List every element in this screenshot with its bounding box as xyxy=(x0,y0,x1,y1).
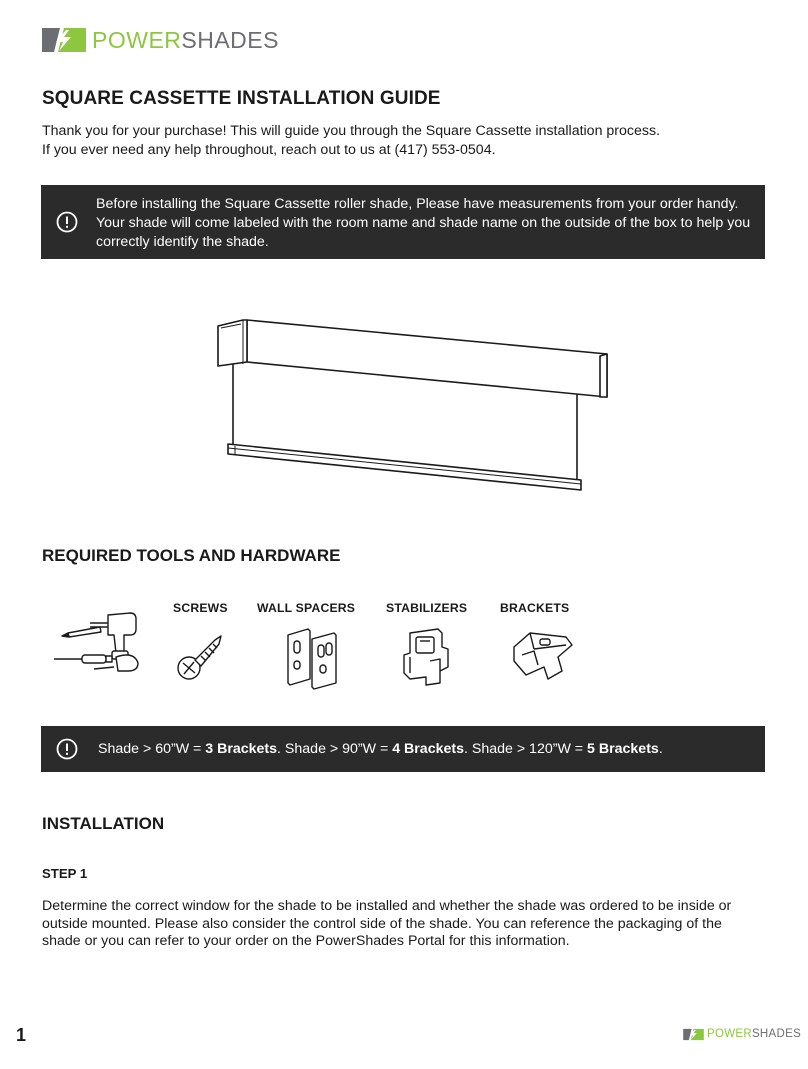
exclamation-circle-icon xyxy=(56,738,78,760)
measurement-notice-text: Before installing the Square Cassette roller shade, Please have measurements from your order handy. Your shade will come labeled with the room name and shade name on the outside of the box to help you correctly identify the shade. xyxy=(96,196,751,250)
wall-spacers-label: WALL SPACERS xyxy=(257,601,356,615)
intro-line-1: Thank you for your purchase! This will guide you through the Square Cassette installation process. xyxy=(42,123,661,139)
rule-60-brackets: 3 Brackets xyxy=(205,741,278,757)
rule-90-brackets: 4 Brackets xyxy=(392,741,464,757)
measurement-notice-banner xyxy=(41,185,765,259)
square-cassette-shade-illustration xyxy=(215,318,615,498)
page-title: SQUARE CASSETTE INSTALLATION GUIDE xyxy=(42,88,441,109)
logo-wordmark xyxy=(92,24,279,56)
stabilizer-icon xyxy=(400,627,452,687)
step-1-title: STEP 1 xyxy=(42,866,88,881)
wall-spacers-icon xyxy=(284,627,346,691)
logo-power-text: POWER xyxy=(92,27,182,53)
tools-heading: REQUIRED TOOLS AND HARDWARE xyxy=(42,546,341,565)
footer-wordmark xyxy=(707,1027,801,1042)
screw-icon xyxy=(175,630,225,685)
footer-power-text: POWER xyxy=(707,1028,752,1040)
page-number: 1 xyxy=(16,1025,27,1045)
logo-shades-text: SHADES xyxy=(181,27,279,53)
footer-shades-text: SHADES xyxy=(751,1028,802,1040)
exclamation-circle-icon xyxy=(56,211,78,233)
bracket-count-notice-banner xyxy=(41,726,765,772)
bracket-count-notice-text xyxy=(98,740,663,759)
drill-and-screwdrivers-icon xyxy=(50,607,145,677)
powershades-logo-mark-icon xyxy=(683,1027,704,1042)
step-1-text: Determine the correct window for the shade to be installed and whether the shade was ordered to be inside or outside mounted. Please also consider the control side of the shade. You can reference the packaging of the shade or you can refer to your order on the PowerShades Portal for this information. xyxy=(42,898,732,949)
intro-line-2: If you ever need any help throughout, reach out to us at (417) 553-0504. xyxy=(42,142,496,158)
stabilizers-label: STABILIZERS xyxy=(386,601,468,615)
installation-heading: INSTALLATION xyxy=(42,814,165,833)
intro-paragraph xyxy=(42,122,772,160)
bracket-icon xyxy=(508,627,578,683)
powershades-logo xyxy=(42,24,279,56)
powershades-logo-mark-icon xyxy=(42,24,86,56)
brackets-label: BRACKETS xyxy=(500,601,570,615)
rule-90-prefix: . Shade > 90”W = xyxy=(277,741,393,757)
rule-60-prefix: Shade > 60”W = xyxy=(98,741,206,757)
footer-powershades-logo xyxy=(683,1027,801,1042)
screws-label: SCREWS xyxy=(173,601,228,615)
rule-end: . xyxy=(658,741,663,757)
rule-120-brackets: 5 Brackets xyxy=(587,741,659,757)
rule-120-prefix: . Shade > 120”W = xyxy=(463,741,588,757)
